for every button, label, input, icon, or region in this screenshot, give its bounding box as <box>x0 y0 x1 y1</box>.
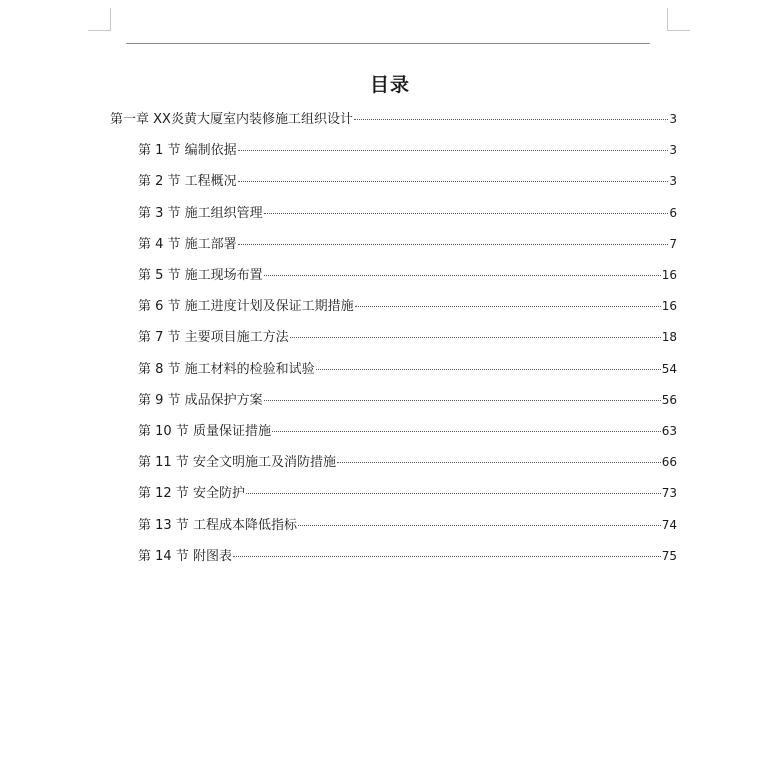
toc-entry-page-number: 16 <box>661 299 677 314</box>
toc-dot-leader <box>355 306 661 307</box>
page-corner-mark-top-right <box>667 8 690 31</box>
toc-dot-leader <box>316 369 661 370</box>
toc-entry-page-number: 3 <box>669 174 677 189</box>
toc-dot-leader <box>246 493 661 494</box>
toc-dot-leader <box>264 275 661 276</box>
toc-title: 目录 <box>369 74 410 96</box>
toc-entry-page-number: 74 <box>661 517 677 532</box>
toc-dot-leader <box>238 150 669 151</box>
toc-entry-label: 第 7 节 主要项目施工方法 <box>138 330 289 346</box>
toc-dot-leader <box>272 431 661 432</box>
toc-dot-leader <box>337 462 661 463</box>
toc-entry-section[interactable] <box>138 359 677 379</box>
header-rule <box>126 43 650 44</box>
toc-entry-label: 第 3 节 施工组织管理 <box>138 205 263 221</box>
toc-entry-label: 第 1 节 编制依据 <box>138 143 237 159</box>
toc-entry-section[interactable] <box>138 327 677 347</box>
page-corner-mark-top-left <box>88 8 111 31</box>
toc-entry-page-number: 3 <box>669 143 677 158</box>
toc-entry-section[interactable] <box>138 171 677 191</box>
toc-entry-section[interactable] <box>138 421 677 441</box>
toc-entry-section[interactable] <box>138 140 677 160</box>
toc-entry-label: 第 8 节 施工材料的检验和试验 <box>138 361 315 377</box>
toc-entry-label: 第 9 节 成品保护方案 <box>138 392 263 408</box>
toc-entry-label: 第 2 节 工程概况 <box>138 174 237 190</box>
toc-entry-label: 第 10 节 质量保证措施 <box>138 424 271 439</box>
toc-entry-page-number: 18 <box>661 330 677 345</box>
toc-entry-page-number: 63 <box>661 424 677 438</box>
toc-entry-section[interactable] <box>138 483 677 503</box>
toc-dot-leader <box>238 181 669 182</box>
toc-dot-leader <box>290 337 661 338</box>
toc-entry-page-number: 54 <box>661 361 677 376</box>
toc-entry-section[interactable] <box>138 296 677 316</box>
toc-dot-leader <box>264 213 669 214</box>
toc-dot-leader <box>354 119 668 120</box>
toc-entry-page-number: 73 <box>661 486 677 501</box>
toc-dot-leader <box>298 525 661 526</box>
toc-entry-section[interactable] <box>138 515 677 535</box>
toc-entry-label: 第 13 节 工程成本降低指标 <box>138 517 297 533</box>
toc-entry-label: 第 6 节 施工进度计划及保证工期措施 <box>138 299 354 315</box>
toc-entry-label: 第 14 节 附图表 <box>138 548 232 564</box>
toc-entry-label: 第 5 节 施工现场布置 <box>138 268 263 283</box>
toc-dot-leader <box>264 400 661 401</box>
toc-entry-page-number: 3 <box>669 112 677 126</box>
toc-entry-label: 第 4 节 施工部署 <box>138 236 237 252</box>
toc-entry-section[interactable] <box>138 265 677 285</box>
toc-entry-page-number: 66 <box>661 455 677 470</box>
toc-entry-page-number: 6 <box>669 205 677 220</box>
toc-entry-page-number: 56 <box>661 392 677 407</box>
toc-entry-section[interactable] <box>138 390 677 410</box>
toc-entry-section[interactable] <box>138 546 677 566</box>
toc-dot-leader <box>238 244 669 245</box>
toc-entry-label: 第 11 节 安全文明施工及消防措施 <box>138 455 336 471</box>
toc-entry-page-number: 7 <box>669 236 677 251</box>
toc-entry-section[interactable] <box>138 452 677 472</box>
toc-entry-page-number: 75 <box>661 548 677 563</box>
toc-entry-section[interactable] <box>138 203 677 223</box>
toc-entry-section[interactable] <box>138 234 677 254</box>
toc-entry-page-number: 16 <box>661 268 677 282</box>
toc-entry-label: 第一章 XX炎黄大厦室内装修施工组织设计 <box>110 112 353 127</box>
toc-dot-leader <box>233 556 661 557</box>
toc-entry-chapter[interactable] <box>110 109 677 129</box>
toc-entry-label: 第 12 节 安全防护 <box>138 486 245 502</box>
